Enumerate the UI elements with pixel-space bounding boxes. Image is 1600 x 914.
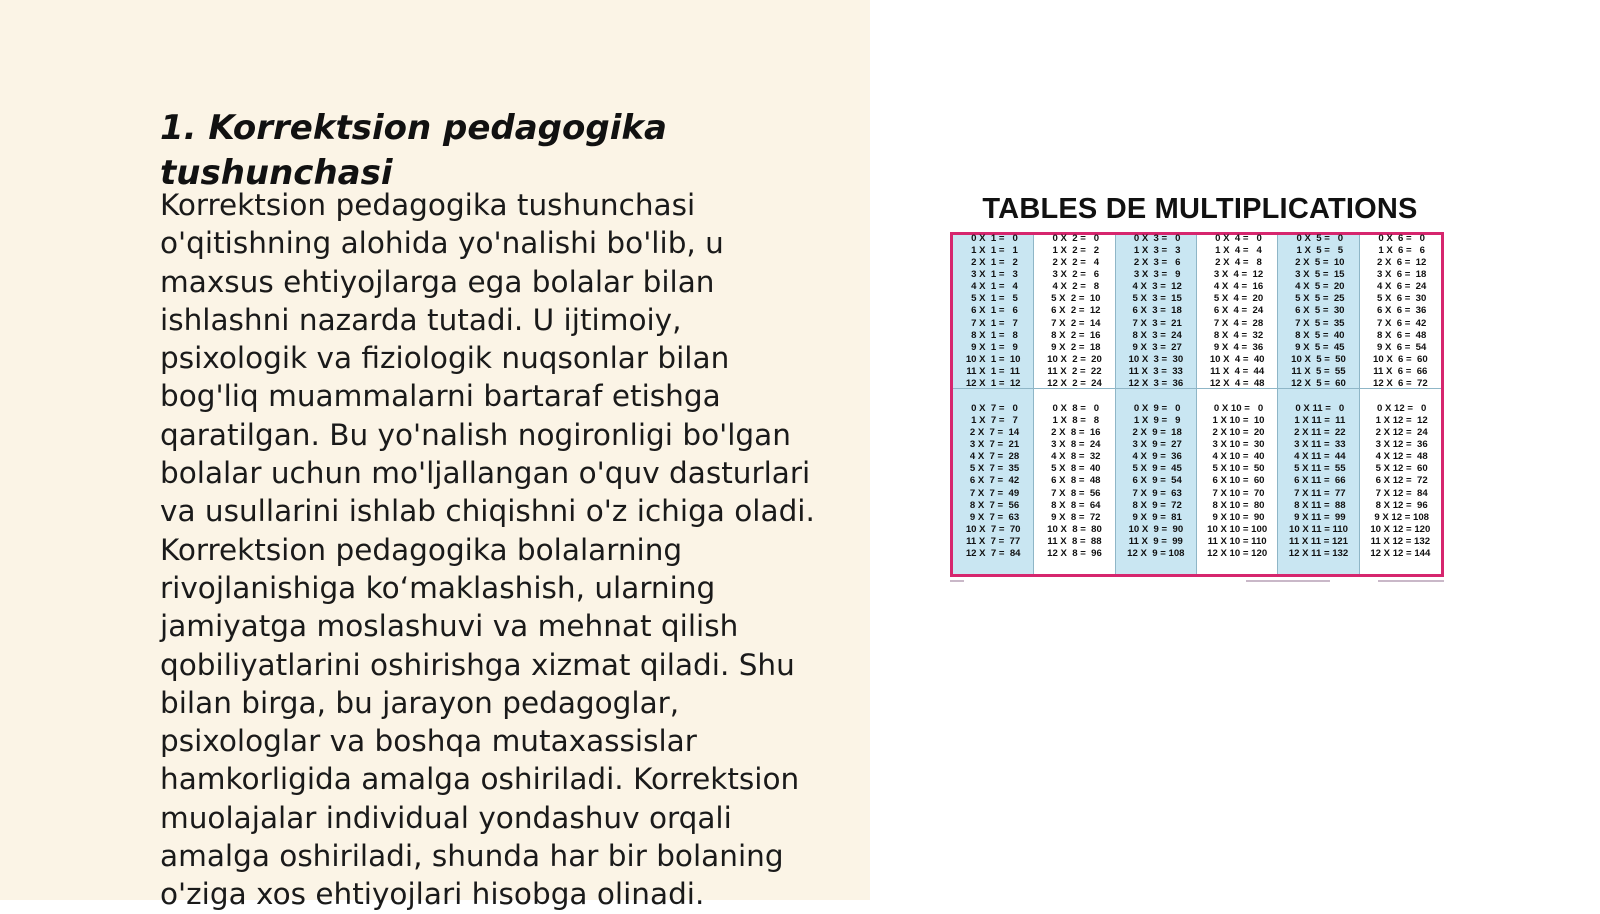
multiplication-fact: 8 X 2 = 16 [1048, 329, 1101, 341]
multiplication-fact: 11 X 3 = 33 [1128, 365, 1183, 377]
multiplication-fact: 12 X 4 = 48 [1209, 378, 1265, 390]
multiplication-fact: 3 X 10 = 30 [1209, 439, 1265, 451]
multiplication-fact: 10 X 8 = 80 [1047, 523, 1102, 535]
slide-title: 1. Korrektsion pedagogika tushunchasi [160, 108, 667, 193]
multiplication-fact: 9 X 4 = 36 [1211, 341, 1264, 353]
multiplication-fact: 4 X 5 = 20 [1292, 281, 1345, 293]
multiplication-fact: 11 X 2 = 22 [1047, 365, 1102, 377]
multiplication-fact: 8 X 7 = 56 [967, 499, 1020, 511]
times-table-7 [953, 389, 1034, 574]
multiplication-fact: 9 X 6 = 54 [1374, 341, 1427, 353]
multiplication-fact: 2 X 12 = 24 [1372, 427, 1428, 439]
multiplication-fact: 1 X 6 = 6 [1375, 244, 1425, 256]
multiplication-fact: 4 X 3 = 12 [1129, 281, 1182, 293]
multiplication-fact: 2 X 9 = 18 [1129, 427, 1182, 439]
multiplication-fact: 7 X 6 = 42 [1374, 317, 1427, 329]
multiplication-fact: 5 X 9 = 45 [1129, 463, 1182, 475]
multiplication-fact: 10 X 5 = 50 [1291, 353, 1346, 365]
multiplication-fact: 2 X 1 = 2 [968, 257, 1018, 269]
multiplication-fact: 6 X 3 = 18 [1129, 305, 1182, 317]
multiplication-fact: 10 X 6 = 60 [1372, 353, 1428, 365]
multiplication-fact: 8 X 12 = 96 [1372, 499, 1428, 511]
times-table-8 [1034, 389, 1115, 574]
multiplication-fact: 9 X 12 = 108 [1371, 511, 1429, 523]
multiplication-fact: 3 X 1 = 3 [968, 269, 1018, 281]
multiplication-fact: 6 X 8 = 48 [1048, 475, 1101, 487]
multiplication-fact: 5 X 6 = 30 [1374, 293, 1427, 305]
multiplication-fact: 10 X 2 = 20 [1047, 353, 1102, 365]
multiplication-fact: 1 X 2 = 2 [1049, 244, 1100, 256]
multiplication-fact: 5 X 3 = 15 [1129, 293, 1182, 305]
times-table-3 [1116, 232, 1197, 390]
multiplication-fact: 2 X 7 = 14 [967, 427, 1020, 439]
multiplication-fact: 11 X 8 = 88 [1047, 535, 1102, 547]
times-table-11 [1278, 389, 1359, 574]
multiplication-fact: 10 X 1 = 10 [965, 353, 1021, 365]
multiplication-fact: 10 X 12 = 120 [1370, 523, 1431, 535]
multiplication-fact: 8 X 6 = 48 [1374, 329, 1427, 341]
multiplication-fact: 6 X 11 = 66 [1291, 475, 1346, 487]
multiplication-fact: 8 X 10 = 80 [1209, 499, 1265, 511]
multiplication-fact: 9 X 5 = 45 [1292, 341, 1345, 353]
multiplication-fact: 10 X 7 = 70 [965, 523, 1021, 535]
multiplication-fact: 0 X 4 = 0 [1212, 232, 1262, 244]
multiplication-fact: 7 X 5 = 35 [1292, 317, 1345, 329]
slide-body-text: Korrektsion pedagogika tushunchasi o'qitishning alohida yo'nalishi bo'lib, u maxsus ehtiyojlarga ega bolalar bilan ishlashni nazarda tutadi. U ijtimoiy, psixologik va fiziologik nuqsonlar bilan bog'liq muammalarni bartaraf etishga qaratilgan. Bu yo'nalish nogironligi bo'lgan bolalar uchun mo'ljallangan o'quv dasturlari va usullarini ishlab chiqishni o'z ichiga oladi. Korrektsion pedagogika bolalarning rivojlanishiga ko‘maklashish, ularning jamiyatga moslashuvi va mehnat qilish qobiliyatlarini oshirishga xizmat qiladi. Shu bilan birga, bu jarayon pedagoglar, psixologlar va boshqa mutaxassislar hamkorligida amalga oshiriladi. Korrektsion muolajalar individual yondashuv orqali amalga oshiriladi, shunda har bir bolaning o'ziga xos ehtiyojlari hisobga olinadi. [160, 188, 815, 912]
chart-footer-marks [950, 580, 1444, 584]
multiplication-fact: 4 X 1 = 4 [968, 281, 1018, 293]
multiplication-fact: 9 X 2 = 18 [1048, 341, 1101, 353]
multiplication-fact: 1 X 8 = 8 [1049, 414, 1100, 426]
multiplication-fact: 3 X 7 = 21 [967, 439, 1020, 451]
times-table-1 [953, 232, 1034, 390]
multiplication-fact: 0 X 10 = 0 [1211, 402, 1264, 414]
multiplication-fact: 2 X 2 = 4 [1049, 257, 1100, 269]
multiplication-fact: 0 X 6 = 0 [1375, 232, 1425, 244]
multiplication-fact: 4 X 10 = 40 [1209, 451, 1265, 463]
multiplication-fact: 5 X 10 = 50 [1209, 463, 1265, 475]
multiplication-fact: 2 X 10 = 20 [1209, 427, 1265, 439]
multiplication-fact: 3 X 12 = 36 [1372, 439, 1428, 451]
multiplication-fact: 6 X 5 = 30 [1292, 305, 1345, 317]
multiplication-fact: 9 X 9 = 81 [1129, 511, 1182, 523]
multiplication-fact: 1 X 3 = 3 [1131, 244, 1181, 256]
multiplication-fact: 1 X 1 = 1 [968, 244, 1018, 256]
multiplication-fact: 11 X 12 = 132 [1370, 535, 1431, 547]
multiplication-fact: 3 X 8 = 24 [1048, 439, 1101, 451]
multiplication-fact: 11 X 4 = 44 [1210, 365, 1265, 377]
multiplication-fact: 0 X 2 = 0 [1049, 232, 1100, 244]
multiplication-fact: 4 X 2 = 8 [1049, 281, 1100, 293]
times-table-9 [1116, 389, 1197, 574]
multiplication-fact: 5 X 12 = 60 [1372, 463, 1428, 475]
times-table-5 [1278, 232, 1359, 390]
times-table-4 [1197, 232, 1278, 390]
multiplication-fact: 3 X 3 = 9 [1131, 269, 1181, 281]
multiplication-fact: 11 X 5 = 55 [1291, 365, 1346, 377]
multiplication-fact: 3 X 11 = 33 [1291, 439, 1346, 451]
multiplication-fact: 7 X 12 = 84 [1372, 487, 1428, 499]
multiplication-fact: 3 X 5 = 15 [1292, 269, 1345, 281]
multiplication-fact: 12 X 6 = 72 [1372, 378, 1428, 390]
times-table-12 [1360, 389, 1441, 574]
multiplication-fact: 3 X 9 = 27 [1129, 439, 1182, 451]
multiplication-fact: 4 X 11 = 44 [1291, 451, 1346, 463]
multiplication-fact: 1 X 10 = 10 [1209, 414, 1265, 426]
multiplication-fact: 11 X 11 = 121 [1289, 535, 1348, 547]
multiplication-fact: 8 X 8 = 64 [1048, 499, 1101, 511]
multiplication-fact: 2 X 6 = 12 [1374, 257, 1427, 269]
multiplication-fact: 8 X 1 = 8 [968, 329, 1018, 341]
multiplication-fact: 3 X 2 = 6 [1049, 269, 1100, 281]
multiplication-fact: 12 X 7 = 84 [965, 548, 1021, 560]
times-table-2 [1034, 232, 1115, 390]
multiplication-fact: 9 X 1 = 9 [968, 341, 1018, 353]
multiplication-fact: 6 X 4 = 24 [1211, 305, 1264, 317]
multiplication-fact: 12 X 8 = 96 [1047, 548, 1102, 560]
multiplication-fact: 10 X 11 = 110 [1289, 523, 1348, 535]
multiplication-fact: 12 X 12 = 144 [1370, 548, 1431, 560]
multiplication-fact: 10 X 9 = 90 [1128, 523, 1184, 535]
multiplication-fact: 12 X 2 = 24 [1047, 378, 1102, 390]
multiplication-fact: 4 X 7 = 28 [967, 451, 1020, 463]
multiplication-chart [950, 232, 1444, 577]
multiplication-fact: 6 X 2 = 12 [1048, 305, 1101, 317]
multiplication-fact: 4 X 4 = 16 [1211, 281, 1264, 293]
multiplication-fact: 8 X 11 = 88 [1291, 499, 1346, 511]
multiplication-fact: 10 X 3 = 30 [1128, 353, 1184, 365]
multiplication-fact: 7 X 7 = 49 [967, 487, 1020, 499]
multiplication-fact: 10 X 10 = 100 [1207, 523, 1268, 535]
multiplication-fact: 0 X 12 = 0 [1374, 402, 1427, 414]
multiplication-fact: 4 X 12 = 48 [1372, 451, 1428, 463]
multiplication-fact: 2 X 8 = 16 [1048, 427, 1101, 439]
multiplication-fact: 6 X 6 = 36 [1374, 305, 1427, 317]
multiplication-fact: 8 X 9 = 72 [1129, 499, 1182, 511]
multiplication-fact: 1 X 5 = 5 [1293, 244, 1344, 256]
multiplication-fact: 1 X 11 = 11 [1291, 414, 1346, 426]
multiplication-fact: 2 X 5 = 10 [1292, 257, 1345, 269]
multiplication-fact: 9 X 3 = 27 [1129, 341, 1182, 353]
footer-mark [1378, 580, 1444, 582]
multiplication-fact: 4 X 9 = 36 [1129, 451, 1182, 463]
multiplication-fact: 5 X 1 = 5 [968, 293, 1018, 305]
multiplication-fact: 3 X 4 = 12 [1211, 269, 1264, 281]
multiplication-fact: 11 X 6 = 66 [1373, 365, 1428, 377]
multiplication-fact: 0 X 3 = 0 [1131, 232, 1181, 244]
multiplication-chart-title: TABLES DE MULTIPLICATIONS [982, 193, 1418, 225]
multiplication-fact: 11 X 7 = 77 [966, 535, 1021, 547]
multiplication-fact: 0 X 8 = 0 [1049, 402, 1100, 414]
multiplication-fact: 4 X 8 = 32 [1048, 451, 1101, 463]
multiplication-fact: 12 X 9 = 108 [1127, 548, 1185, 560]
multiplication-fact: 3 X 6 = 18 [1374, 269, 1427, 281]
footer-mark [950, 580, 964, 582]
multiplication-fact: 7 X 11 = 77 [1291, 487, 1346, 499]
multiplication-fact: 6 X 9 = 54 [1129, 475, 1182, 487]
multiplication-fact: 0 X 1 = 0 [968, 232, 1018, 244]
multiplication-fact: 7 X 4 = 28 [1211, 317, 1264, 329]
multiplication-fact: 7 X 9 = 63 [1129, 487, 1182, 499]
multiplication-fact: 6 X 7 = 42 [967, 475, 1020, 487]
multiplication-fact: 12 X 1 = 12 [965, 378, 1021, 390]
multiplication-fact: 9 X 10 = 90 [1209, 511, 1265, 523]
times-table-6 [1360, 232, 1441, 390]
multiplication-fact: 8 X 4 = 32 [1211, 329, 1264, 341]
multiplication-fact: 10 X 4 = 40 [1209, 353, 1265, 365]
footer-mark [1246, 580, 1330, 582]
multiplication-fact: 9 X 11 = 99 [1291, 511, 1346, 523]
multiplication-fact: 5 X 5 = 25 [1292, 293, 1345, 305]
multiplication-fact: 5 X 4 = 20 [1211, 293, 1264, 305]
multiplication-fact: 2 X 4 = 8 [1212, 257, 1262, 269]
multiplication-fact: 0 X 9 = 0 [1131, 402, 1181, 414]
multiplication-fact: 12 X 5 = 60 [1291, 378, 1346, 390]
multiplication-fact: 5 X 2 = 10 [1048, 293, 1101, 305]
times-table-10 [1197, 389, 1278, 574]
multiplication-fact: 4 X 6 = 24 [1374, 281, 1427, 293]
multiplication-fact: 7 X 3 = 21 [1129, 317, 1182, 329]
multiplication-fact: 1 X 12 = 12 [1372, 414, 1428, 426]
multiplication-fact: 7 X 10 = 70 [1209, 487, 1265, 499]
multiplication-fact: 1 X 7 = 7 [968, 414, 1018, 426]
multiplication-fact: 9 X 8 = 72 [1048, 511, 1101, 523]
multiplication-fact: 2 X 3 = 6 [1131, 257, 1181, 269]
multiplication-fact: 2 X 11 = 22 [1291, 427, 1346, 439]
multiplication-fact: 11 X 9 = 99 [1128, 535, 1183, 547]
multiplication-fact: 11 X 1 = 11 [966, 365, 1020, 377]
multiplication-fact: 7 X 1 = 7 [968, 317, 1018, 329]
multiplication-fact: 6 X 1 = 6 [968, 305, 1018, 317]
multiplication-fact: 0 X 7 = 0 [968, 402, 1018, 414]
multiplication-fact: 7 X 2 = 14 [1048, 317, 1101, 329]
multiplication-fact: 12 X 11 = 132 [1288, 548, 1349, 560]
multiplication-fact: 8 X 5 = 40 [1292, 329, 1345, 341]
multiplication-fact: 11 X 10 = 110 [1207, 535, 1267, 547]
multiplication-fact: 5 X 11 = 55 [1291, 463, 1346, 475]
multiplication-fact: 7 X 8 = 56 [1048, 487, 1101, 499]
multiplication-fact: 6 X 10 = 60 [1209, 475, 1265, 487]
multiplication-fact: 5 X 7 = 35 [967, 463, 1020, 475]
multiplication-fact: 9 X 7 = 63 [967, 511, 1020, 523]
multiplication-fact: 0 X 5 = 0 [1293, 232, 1344, 244]
multiplication-fact: 8 X 3 = 24 [1129, 329, 1182, 341]
multiplication-fact: 12 X 3 = 36 [1128, 378, 1184, 390]
multiplication-fact: 5 X 8 = 40 [1048, 463, 1101, 475]
multiplication-fact: 12 X 10 = 120 [1207, 548, 1268, 560]
multiplication-fact: 0 X 11 = 0 [1292, 402, 1345, 414]
multiplication-fact: 1 X 4 = 4 [1212, 244, 1262, 256]
multiplication-fact: 1 X 9 = 9 [1131, 414, 1181, 426]
multiplication-fact: 6 X 12 = 72 [1372, 475, 1428, 487]
